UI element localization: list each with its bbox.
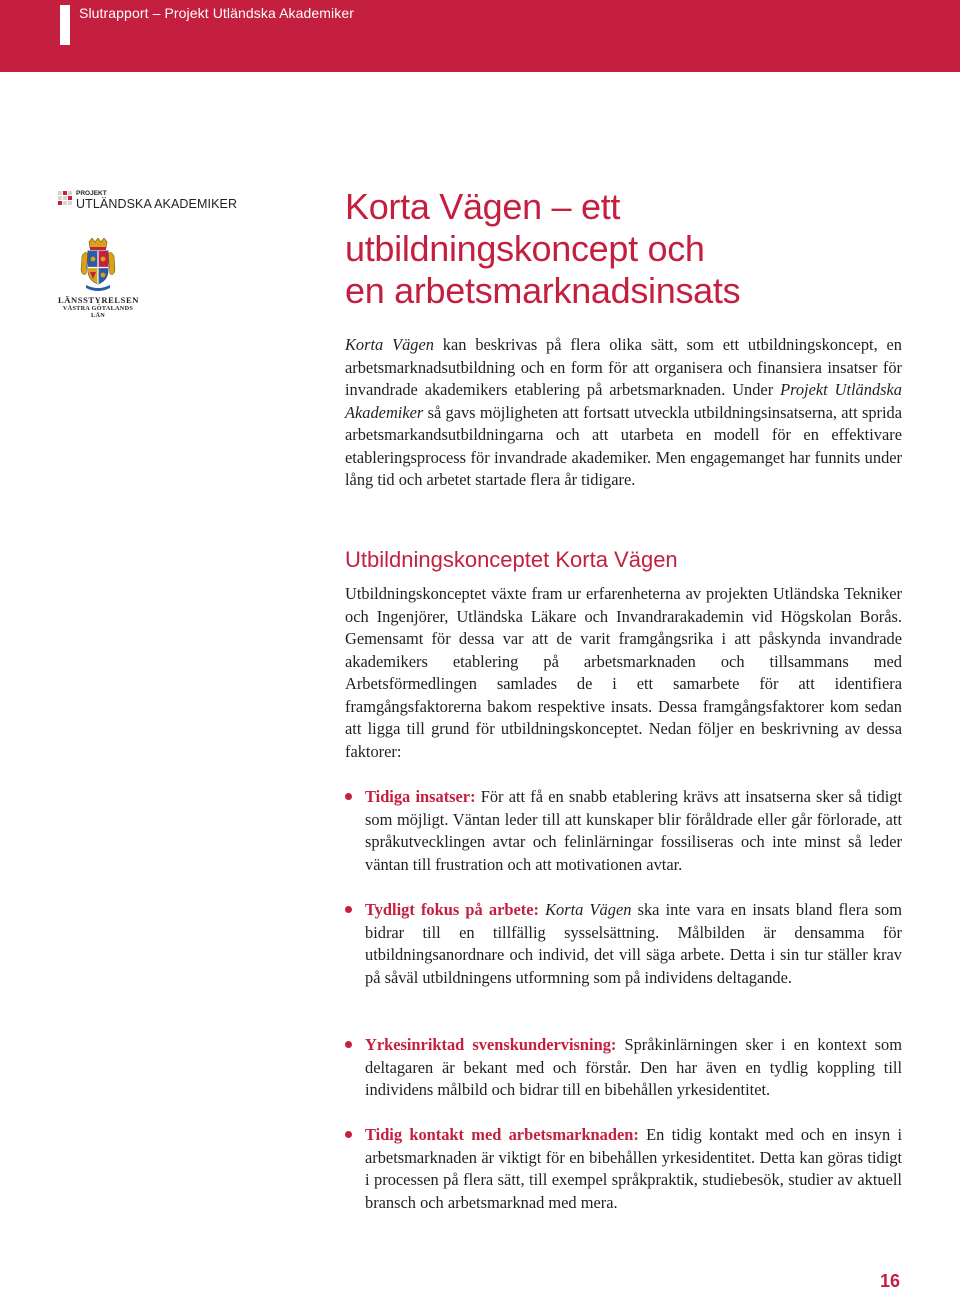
bullet-dot-icon [345,1041,352,1048]
bullet-dot-icon [345,1131,352,1138]
intro-emphasis-2: Projekt Utländska Akademiker [345,380,902,422]
running-header: Slutrapport – Projekt Utländska Akademiker [79,5,354,21]
intro-text-1: kan beskrivas på flera olika sätt, som ett utbildningskoncept, en arbetsmarknadsutbildning och en form för att organisera och finansiera insatser för invandrade akademikers etablering på arbetsmarknaden. Under [345,335,902,399]
logo-squares-icon [58,191,73,209]
lansstyrelsen-subtitle: VÄSTRA GÖTALANDS LÄN [62,305,134,319]
bullet-body-4: En tidig kontakt med och en insyn i arbetsmarknaden är viktigt för en bibehållen yrkesidentitet. Detta kan göras tidigt i processen på flera sätt, till exempel språkpraktik, studiebesök, studier av aktuell bransch och arbetsmarknad med mera. [365,1125,902,1212]
intro-emphasis-1: Korta Vägen [345,335,434,354]
logo-small-text: PROJEKT [76,190,107,197]
bullet-emphasis-2: Korta Vägen [545,900,632,919]
section-heading: Utbildningskonceptet Korta Vägen [345,547,678,572]
title-line-1: Korta Vägen – ett [345,186,621,227]
intro-paragraph [345,334,902,492]
coat-of-arms-icon [80,238,116,294]
page-title [345,186,740,312]
bullet-dot-icon [345,906,352,913]
intro-text-2: så gavs möjligheten att fortsatt utveckla utbildningsinsatserna, att sprida arbetsmarkandsutbildningarna och att utarbeta en modell för en effektivare etableringsprocess för invandrade akademiker. Men engagemanget har funnits under lång tid och arbetet startade flera år tidigare. [345,402,902,489]
bullet-lead-2: Tydligt fokus på arbete: [365,900,539,919]
header-band [0,0,960,72]
bullet-body-3: Språkinlärningen sker i en kontext som deltagaren är bekant med och förstår. Den har även en tydlig koppling till individens målbild och bidrar till en bibehållen yrkesidentitet. [365,1035,902,1099]
bullet-lead-3: Yrkesinriktad svenskundervisning: [365,1035,617,1054]
logo-name-text: UTLÄNDSKA AKADEMIKER [76,197,238,211]
bullet-dot-icon [345,793,352,800]
bullet-text-2 [365,899,902,989]
bullet-body-2: ska inte vara en insats bland flera som bidrar till en tillfällig sysselsättning. Målbilden är densamma för utbildningsanordnare och individ, det vill säga arbete. Detta i sin tur ställer krav på såväl utbildningens utformning som på individens deltagande. [365,900,902,987]
title-line-3: en arbetsmarknadsinsats [345,270,741,311]
bullet-text-4 [365,1124,902,1214]
section-paragraph: Utbildningskonceptet växte fram ur erfarenheterna av projekten Utländska Tekniker och Ingenjörer, Utländska Läkare och Invandrarakademin vid Högskolan Borås. Gemensamt för dessa var att de varit framgångsrika i att påskynda invandrade akademikers etablering på arbetsmarknaden och tillsammans med Arbetsförmedlingen samlades de i ett samarbete för att identifiera framgångsfaktorerna bakom respektive insats. Dessa framgångsfaktorer kom sedan att ligga till grund för utbildningskonceptet. Nedan följer en beskrivning av dessa faktorer: [345,584,902,761]
bullet-lead-1: Tidiga insatser: [365,787,476,806]
bullet-text-3 [365,1034,902,1102]
header-accent-bar [60,5,70,45]
bullet-body-1: För att få en snabb etablering krävs att insatserna sker så tidigt som möjligt. Väntan leder till att kunskaper blir föråldrade eller går förlorade, att språkutvecklingen avtar och felinlärningar fossiliseras och inte minst så leder väntan till frustration och att motivationen avtar. [365,787,903,874]
project-logo [58,190,238,213]
bullet-lead-4: Tidig kontakt med arbetsmarknaden: [365,1125,639,1144]
lansstyrelsen-name: LÄNSSTYRELSEN [58,295,140,305]
bullet-text-1 [365,786,902,876]
title-line-2: utbildningskoncept och [345,228,705,269]
page-number: 16 [880,1271,901,1291]
